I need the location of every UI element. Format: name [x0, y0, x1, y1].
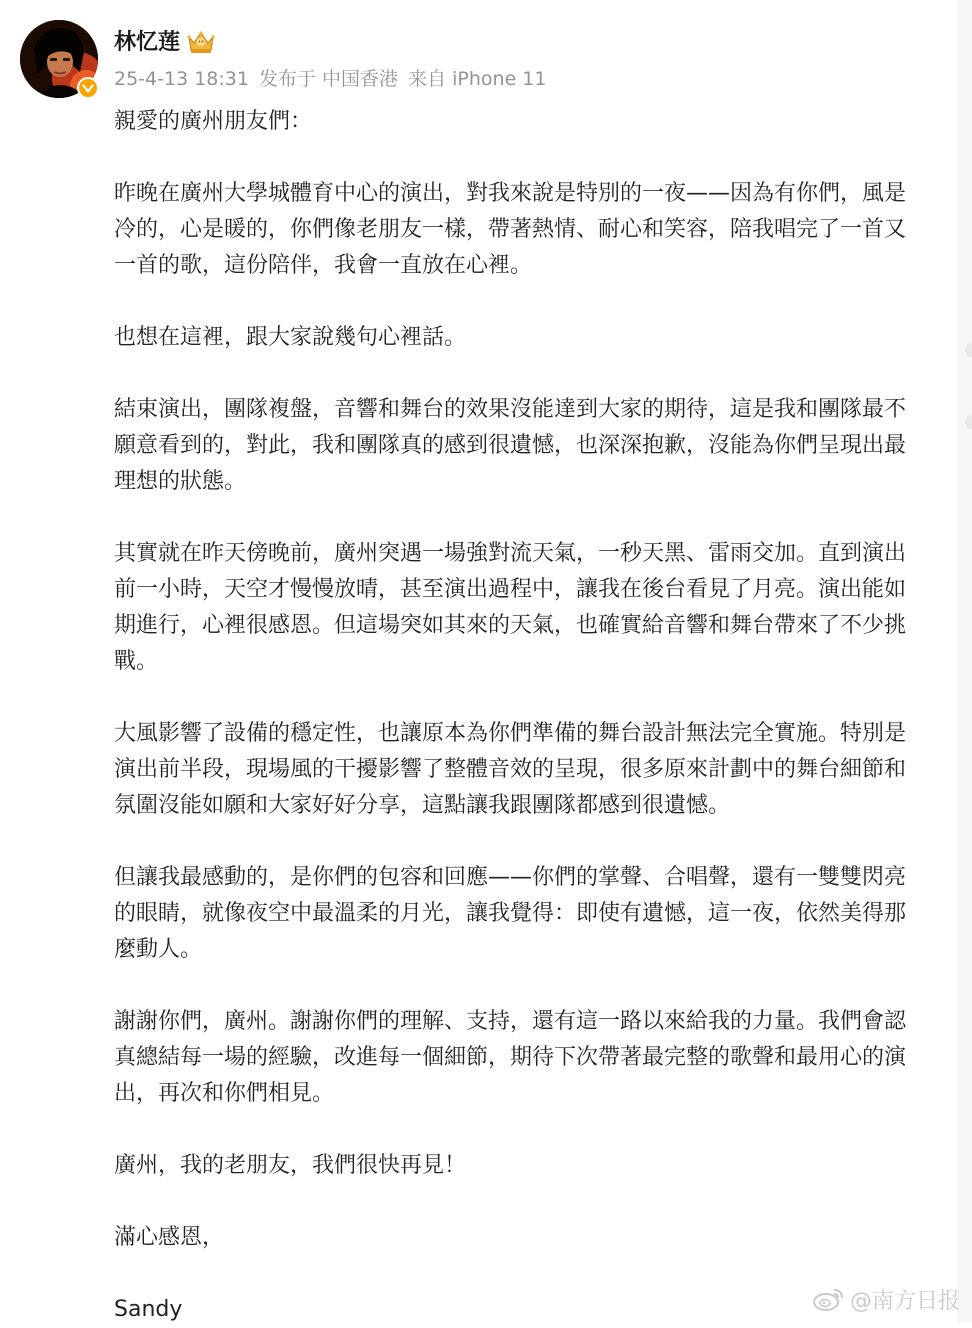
post-device: 来自 iPhone 11 [408, 68, 547, 90]
weibo-logo-icon [812, 1285, 846, 1313]
post-paragraph: 其實就在昨天傍晚前，廣州突遇一場強對流天氣，一秒天黑、雷雨交加。直到演出 前一小時，天空才慢慢放晴，甚至演出過程中，讓我在後台看見了月亮。演出能如 期進行，心裡很感恩。但這場突如其來的天氣，也確實給音響和舞台帶來了不少挑 戰。 [114, 541, 907, 674]
post-paragraph: 大風影響了設備的穩定性，也讓原本為你們準備的舞台設計無法完全實施。特別是 演出前半段，現場風的干擾影響了整體音效的呈現，很多原來計劃中的舞台細節和 氛圍沒能如願和大家好好分享，這點讓我跟團隊都感到很遺憾。 [114, 721, 907, 818]
post-paragraph: 昨晚在廣州大學城體育中心的演出，對我來說是特別的一夜——因為有你們，風是 冷的，心是暖的，你們像老朋友一樣，帶著熱情、耐心和笑容，陪我唱完了一首又 一首的歌，這份陪伴，我會一直放在心裡。 [114, 181, 907, 278]
post-paragraph: 謝謝你們，廣州。謝謝你們的理解、支持，還有這一路以來給我的力量。我們會認 真總結每一場的經驗，改進每一個細節，期待下次帶著最完整的歌聲和最用心的演 出，再次和你們相見。 [114, 1009, 907, 1106]
post-text [114, 104, 934, 1328]
author-name[interactable]: 林忆莲 [114, 30, 181, 55]
post-paragraph: 結束演出，團隊複盤，音響和舞台的效果沒能達到大家的期待，這是我和團隊最不 願意看到的，對此，我和團隊真的感到很遺憾，也深深抱歉，沒能為你們呈現出最 理想的狀態。 [114, 397, 907, 494]
post-paragraph: 親愛的廣州朋友們： [114, 109, 313, 134]
post-meta [114, 66, 550, 92]
post-location: 发布于 中国香港 [259, 68, 399, 90]
post-paragraph: 但讓我最感動的，是你們的包容和回應——你們的掌聲、合唱聲，還有一雙雙閃亮 的眼睛，就像夜空中最溫柔的月光，讓我覺得：即使有遺憾，這一夜，依然美得那 麼動人。 [114, 865, 907, 962]
crown-member-icon[interactable] [186, 28, 216, 56]
side-panel-edge [959, 0, 972, 1322]
verified-badge-icon [77, 77, 99, 99]
watermark-text: @南方日报 [849, 1288, 960, 1314]
side-panel-tab[interactable] [965, 415, 972, 429]
post-timestamp[interactable]: 25-4-13 18:31 [114, 68, 249, 90]
watermark [812, 1284, 960, 1314]
post-paragraph: 廣州，我的老朋友，我們很快再見！ [114, 1153, 467, 1178]
post-paragraph: 滿心感恩， [114, 1225, 225, 1250]
side-panel-tab[interactable] [965, 343, 972, 357]
post-signature: Sandy [114, 1297, 183, 1322]
post-paragraph: 也想在這裡，跟大家說幾句心裡話。 [114, 325, 467, 350]
